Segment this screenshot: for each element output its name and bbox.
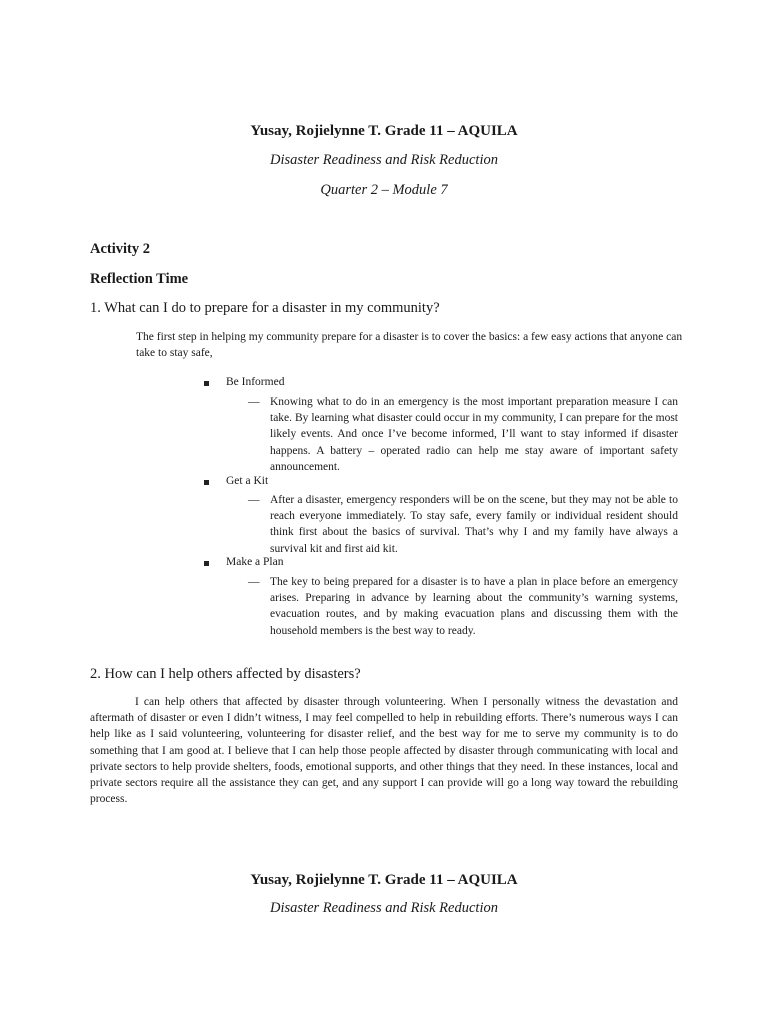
- student-name-footer: Yusay, Rojielynne T. Grade 11 – AQUILA: [250, 872, 518, 888]
- bullet-icon: [204, 480, 209, 485]
- question-1-intro: The first step in helping my community prepare for a disaster is to cover the basics: a few easy actions that anyone can take to stay safe,: [136, 331, 683, 360]
- dash-mark: —: [248, 576, 260, 588]
- bullet-detail: [248, 574, 678, 639]
- bullet-label: Make a Plan: [226, 556, 284, 568]
- bullet-label: Be Informed: [226, 376, 285, 388]
- subject-footer: Disaster Readiness and Risk Reduction: [270, 900, 498, 916]
- bullet-detail-text: Knowing what to do in an emergency is the most important preparation measure I can take. By learning what disaster could occur in my community, I can prepare for the most likely events. And once I’ve become informed, I’ll want to stay informed if disaster happens. A battery – operated radio can help me stay aware of important safety announcement.: [270, 396, 678, 473]
- bullet-icon: [204, 561, 209, 566]
- bullet-detail: [248, 492, 678, 557]
- bullet-detail: [248, 394, 678, 475]
- student-name-header: Yusay, Rojielynne T. Grade 11 – AQUILA: [250, 123, 518, 139]
- bullet-label: Get a Kit: [226, 475, 269, 487]
- dash-mark: —: [248, 494, 260, 506]
- bullet-detail-text: After a disaster, emergency responders will be on the scene, but they may not be able to reach everyone immediately. To stay safe, every family or individual resident should think first about the basics of survival. That’s why I and my family have always a survival kit and first aid kit.: [270, 494, 678, 555]
- dash-mark: —: [248, 396, 260, 408]
- question-1: 1. What can I do to prepare for a disaster in my community?: [90, 300, 440, 316]
- module-header: Quarter 2 – Module 7: [320, 182, 448, 198]
- question-2-answer: I can help others that affected by disaster through volunteering. When I personally witness the devastation and aftermath of disaster or even I didn’t witness, I may feel compelled to help in rebuilding efforts. There’s numerous ways I can help like as I said volunteering, volunteering for disaster relief, and the best way for me to serve my community is to do something that I am good at. I believe that I can help those people affected by disaster through communicating with local and private sectors to help provide shelters, foods, emotional supports, and other things that they need. In these instances, local and private sectors require all the assistance they can get, and any support I can provide will go a long way toward the rebuilding process.: [90, 696, 678, 806]
- activity-subtitle: Reflection Time: [90, 271, 189, 287]
- activity-title: Activity 2: [90, 241, 150, 257]
- bullet-detail-text: The key to being prepared for a disaster is to have a plan in place before an emergency arises. Preparing in advance by learning about the community’s warning systems, evacuation routes, and by making evacuation plans and discussing them with the household members is the best way to ready.: [270, 576, 678, 637]
- bullet-icon: [204, 381, 209, 386]
- subject-header: Disaster Readiness and Risk Reduction: [270, 152, 498, 168]
- question-2: 2. How can I help others affected by disasters?: [90, 666, 361, 682]
